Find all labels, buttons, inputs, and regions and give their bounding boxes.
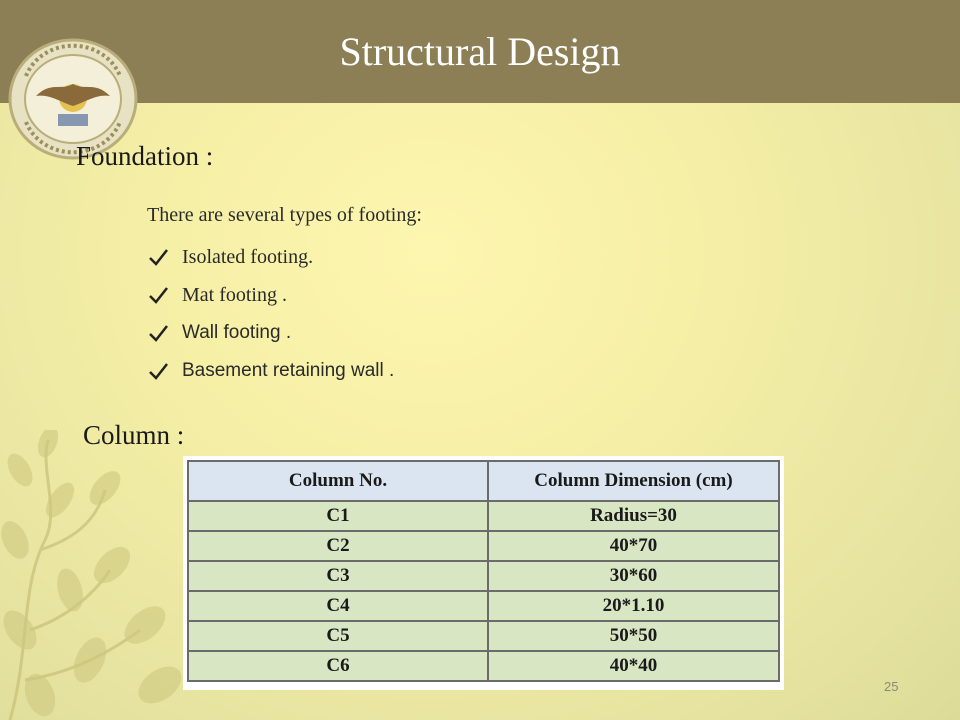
table-row (188, 591, 779, 621)
list-item-label: Mat footing . (182, 283, 287, 306)
page-number: 25 (884, 679, 899, 694)
table-cell: C4 (188, 591, 488, 621)
leaf-vine-decoration (0, 430, 200, 720)
foundation-intro: There are several types of footing: (147, 204, 422, 226)
table-row (188, 561, 779, 591)
list-item-label: Basement retaining wall . (182, 360, 395, 381)
table-cell: C2 (188, 531, 488, 561)
table-cell: 40*40 (488, 651, 779, 681)
list-item (147, 238, 394, 276)
table-cell: Radius=30 (488, 501, 779, 531)
list-item-label: Wall footing . (182, 322, 292, 343)
table-cell: C1 (188, 501, 488, 531)
table-header-cell: Column Dimension (cm) (488, 461, 779, 501)
table-header-cell: Column No. (188, 461, 488, 501)
footing-list (147, 238, 394, 390)
slide-title: Structural Design (339, 29, 621, 74)
table-header-row (188, 461, 779, 501)
table-row (188, 651, 779, 681)
table-cell: 40*70 (488, 531, 779, 561)
table-row (188, 621, 779, 651)
table-cell: C5 (188, 621, 488, 651)
table-cell: 30*60 (488, 561, 779, 591)
column-heading: Column : (83, 420, 185, 450)
list-item (147, 314, 394, 352)
foundation-heading: Foundation : (76, 141, 214, 171)
table-cell: C3 (188, 561, 488, 591)
table-cell: 20*1.10 (488, 591, 779, 621)
checkmark-icon (147, 322, 169, 344)
checkmark-icon (147, 246, 169, 268)
table-cell: 50*50 (488, 621, 779, 651)
list-item (147, 352, 394, 390)
list-item-label: Isolated footing. (182, 245, 314, 268)
table-row (188, 501, 779, 531)
checkmark-icon (147, 284, 169, 306)
list-item (147, 276, 394, 314)
table-row (188, 531, 779, 561)
checkmark-icon (147, 360, 169, 382)
column-table-container (183, 456, 784, 690)
column-table (187, 460, 780, 682)
table-cell: C6 (188, 651, 488, 681)
